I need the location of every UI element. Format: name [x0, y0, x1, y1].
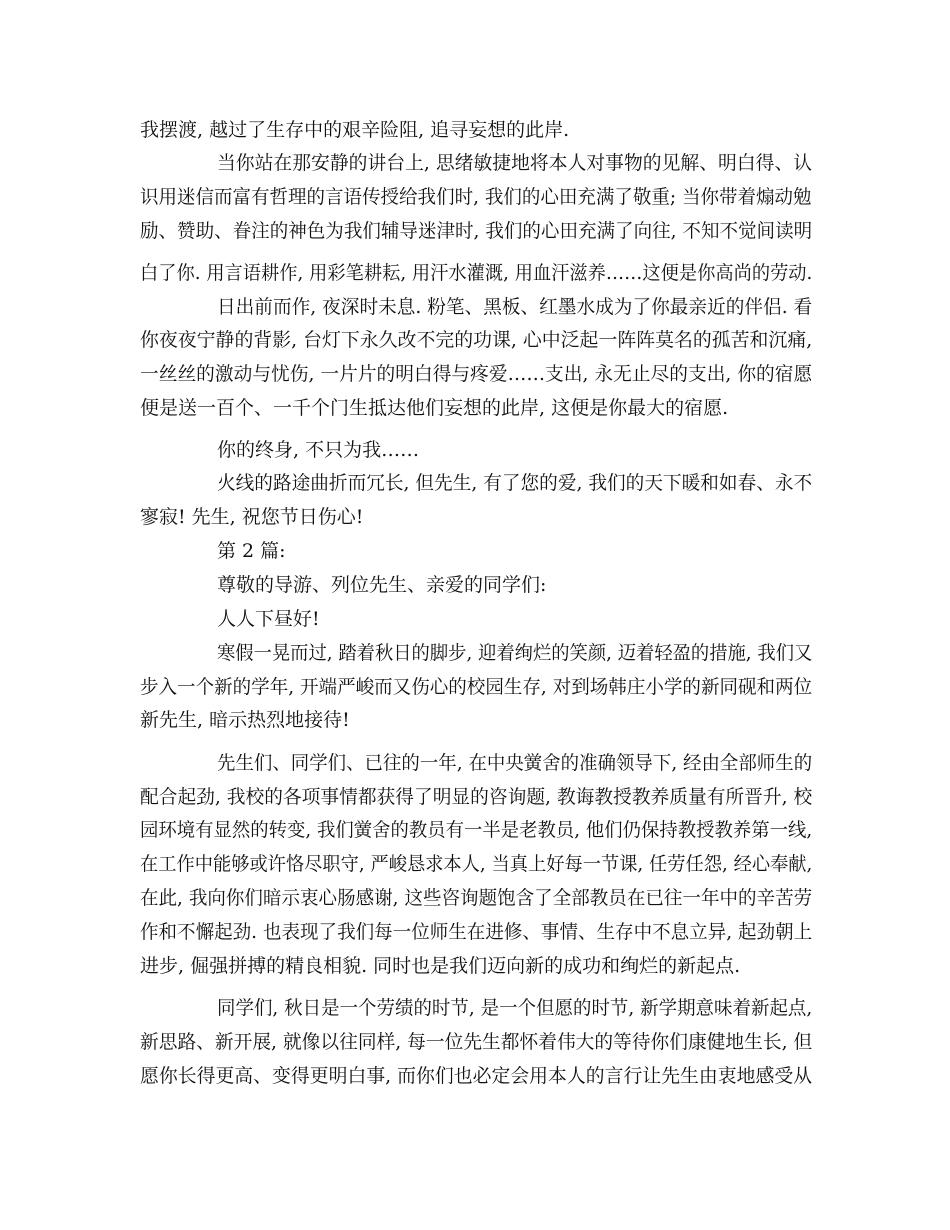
text-line: 识用迷信而富有哲理的言语传授给我们时, 我们的心田充满了敬重; 当你带着煽动勉	[140, 186, 812, 208]
text-line: 园环境有显然的转变, 我们黉舍的教员有一半是老教员, 他们仍保持教授教养第一线,	[140, 819, 813, 841]
text-line: 新先生, 暗示热烈地接待!	[140, 709, 350, 731]
text-line: 便是送一百个、一千个门生抵达他们妄想的此岸, 这便是你最大的宿愿.	[140, 397, 729, 419]
paragraph-first-line: 先生们、同学们、已往的一年, 在中央黉舍的准确领导下, 经由全部师生的	[217, 752, 813, 774]
text-line: 白了你. 用言语耕作, 用彩笔耕耘, 用汗水灌溉, 用血汗滋养……这便是你高尚的劳动.	[140, 262, 813, 284]
paragraph-first-line: 当你站在那安静的讲台上, 思绪敏捷地将本人对事物的见解、明白得、认	[217, 152, 813, 174]
text-line: 愿你长得更高、变得更明白事, 而你们也必定会用本人的言行让先生由衷地感受从	[140, 1065, 813, 1087]
text-line: 励、赞助、眷注的神色为我们辅导迷津时, 我们的心田充满了向往, 不知不觉间读明	[140, 220, 813, 242]
text-line: 我摆渡, 越过了生存中的艰辛险阻, 追寻妄想的此岸.	[140, 119, 570, 141]
text-line: 作和不懈起劲. 也表现了我们每一位师生在进修、事情、生存中不息立异, 起劲朝上	[140, 921, 813, 943]
text-line: 寥寂! 先生, 祝您节日伤心!	[140, 506, 364, 528]
text-line: 配合起劲, 我校的各项事情都获得了明显的咨询题, 教诲教授教养质量有所晋升, 校	[140, 786, 813, 808]
paragraph-first-line: 火线的路途曲折而冗长, 但先生, 有了您的爱, 我们的天下暖和如春、永不	[217, 472, 813, 494]
text-line: 步入一个新的学年, 开端严峻而又伤心的校园生存, 对到场韩庄小学的新同砚和两位	[140, 676, 813, 698]
text-line: 你夜夜宁静的背影, 台灯下永久改不完的功课, 心中泛起一阵阵莫名的孤苦和沉痛,	[140, 329, 813, 351]
text-line: 一丝丝的激动与忧伤, 一片片的明白得与疼爱……支出, 永无止尽的支出, 你的宿愿	[140, 363, 813, 385]
paragraph-first-line: 日出前而作, 夜深时未息. 粉笔、黑板、红墨水成为了你最亲近的伴侣. 看	[217, 296, 813, 318]
text-line: 在工作中能够或许恪尽职守, 严峻恳求本人, 当真上好每一节课, 任劳任怨, 经心奉献,	[140, 853, 813, 875]
section-heading: 第 2 篇:	[217, 540, 286, 562]
salutation: 尊敬的导游、列位先生、亲爱的同学们:	[217, 574, 547, 596]
text-line: 进步, 倔强拼搏的精良相貌. 同时也是我们迈向新的成功和绚烂的新起点.	[140, 955, 741, 977]
greeting: 人人下昼好!	[217, 608, 320, 630]
text-line: 在此, 我向你们暗示衷心肠感谢, 这些咨询题饱含了全部教员在已往一年中的辛苦劳	[140, 887, 813, 909]
paragraph-first-line: 寒假一晃而过, 踏着秋日的脚步, 迎着绚烂的笑颜, 迈着轻盈的措施, 我们又	[217, 642, 813, 664]
paragraph-first-line: 同学们, 秋日是一个劳绩的时节, 是一个但愿的时节, 新学期意味着新起点,	[217, 997, 813, 1019]
text-line: 新思路、新开展, 就像以往同样, 每一位先生都怀着伟大的等待你们康健地生长, 但	[140, 1031, 813, 1053]
paragraph-first-line: 你的终身, 不只为我……	[217, 439, 420, 461]
